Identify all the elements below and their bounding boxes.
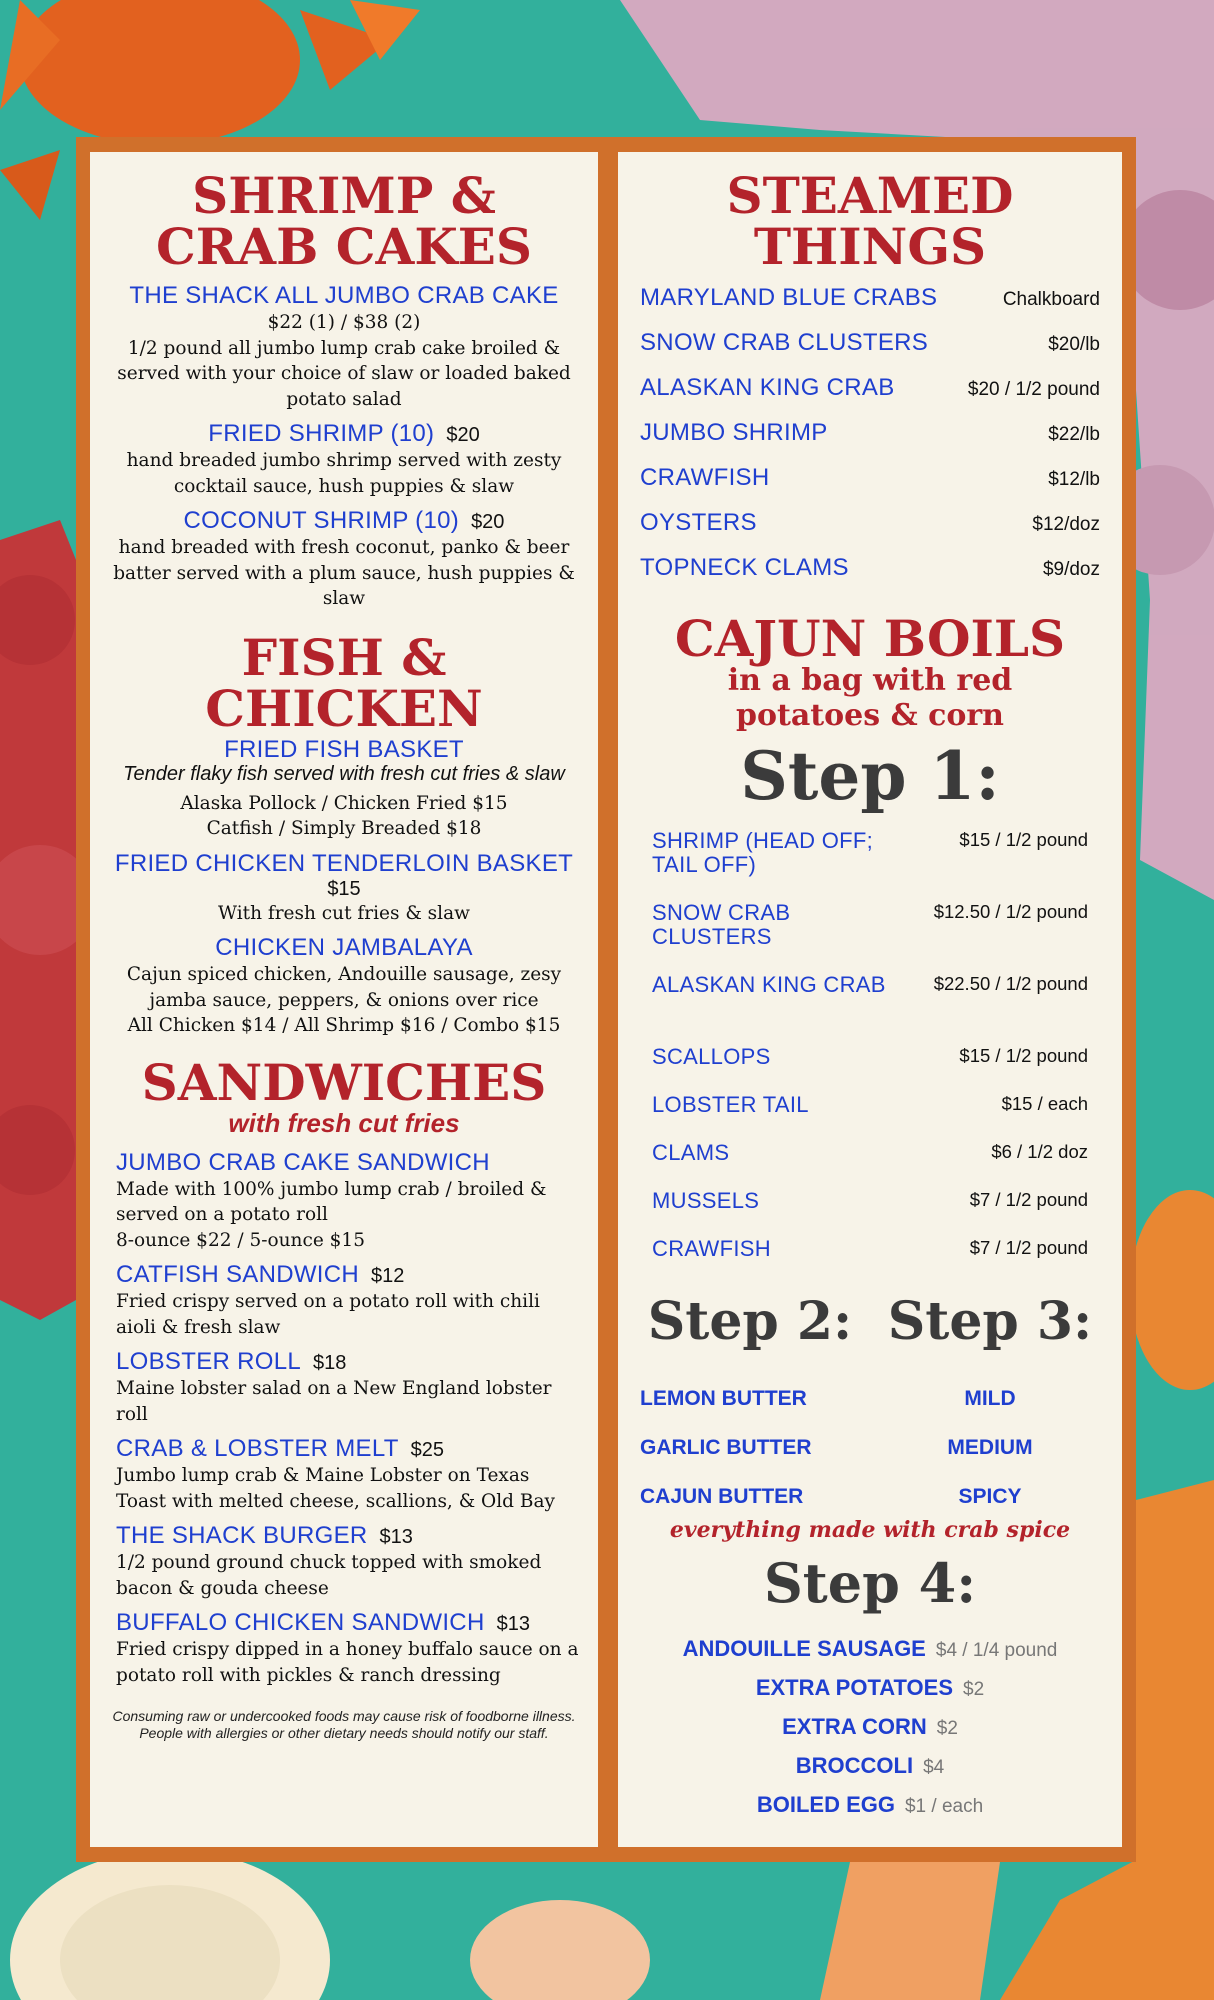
menu-item [104,850,584,927]
menu-frame [76,137,1136,1862]
item-price: $20 [471,511,505,534]
butter-option: CAJUN BUTTER [640,1485,804,1508]
item-name: BROCCOLI [795,1753,914,1778]
item-price: $7 / 1/2 pound [969,1237,1088,1258]
item-name: ALASKAN KING CRAB [652,972,886,997]
menu-item [104,1522,584,1601]
steps-2-3 [640,1291,1100,1521]
menu-item [104,1609,584,1688]
item-price: $1 / each [904,1796,984,1817]
heading-line: CRAB CAKES [155,217,533,276]
item-price: $6 / 1/2 doz [991,1141,1088,1162]
item-price: $15 [327,877,361,900]
cajun-boils-heading: CAJUN BOILS [674,609,1066,668]
item-name: ALASKAN KING CRAB [640,374,895,401]
item-name: LOBSTER TAIL [652,1092,809,1117]
steamed-item [640,284,1100,329]
heat-option: MEDIUM [947,1436,1033,1459]
steamed-list [640,284,1100,599]
item-name: MUSSELS [652,1188,760,1213]
item-description: Catfish / Simply Breaded $18 [206,818,482,840]
step-4-heading: Step 4: [763,1551,977,1615]
item-name: TOPNECK CLAMS [640,554,849,581]
menu-item [104,1348,584,1427]
cajun-boils-subheading [640,664,1100,733]
item-price: Chalkboard [1002,289,1100,310]
item-name: SHRIMP (HEAD OFF; TAIL OFF) [652,828,874,877]
item-price: $22.50 / 1/2 pound [933,973,1088,994]
steamed-item [640,554,1100,599]
boil-item [640,1141,1100,1189]
menu-item [104,420,584,499]
item-name: BUFFALO CHICKEN SANDWICH [116,1609,485,1637]
menu-item [104,736,584,842]
item-name: CRAB & LOBSTER MELT [116,1435,399,1463]
seashell-illustration [10,1850,650,2000]
steamed-things-heading [640,166,1100,276]
item-description: Maine lobster salad on a New England lobster roll [116,1378,552,1425]
boil-list [640,829,1100,1285]
item-name: SNOW CRAB CLUSTERS [652,900,791,949]
item-name: COCONUT SHRIMP (10) [183,507,460,535]
item-name: CLAMS [652,1140,730,1165]
fish-chicken-heading: FISH & CHICKEN [205,627,483,738]
boil-item [640,1045,1100,1093]
food-safety-disclaimer: Consuming raw or undercooked foods may cause risk of foodborne illness. People with allergies or other dietary needs should notify our staff. [112,1708,576,1741]
item-name: FRIED FISH BASKET [224,735,464,763]
item-name: JUMBO SHRIMP [640,419,828,446]
butter-list [640,1374,860,1521]
item-description: Made with 100% jumbo lump crab / broiled & served on a potato roll [116,1178,547,1226]
menu-item [104,1149,584,1254]
boil-item [640,1237,1100,1285]
boil-item [640,1093,1100,1141]
item-description: Jumbo lump crab & Maine Lobster on Texas Toast with melted cheese, scallions, & Old Bay [116,1465,555,1512]
item-description: All Chicken $14 / All Shrimp $16 / Combo $15 [127,1015,561,1037]
item-name: SNOW CRAB CLUSTERS [640,329,929,356]
heat-list [880,1374,1100,1521]
item-price: $20/lb [1048,334,1100,355]
item-name: CATFISH SANDWICH [116,1261,360,1289]
item-description: With fresh cut fries & slaw [218,902,470,924]
item-price: $9/doz [1042,559,1100,580]
item-price: $2 [963,1679,985,1700]
item-name: OYSTERS [640,509,757,536]
heading-line: THINGS [753,217,987,276]
item-price: $4 [923,1757,945,1778]
item-description: Cajun spiced chicken, Andouille sausage, zesy jamba sauce, peppers, & onions over rice [126,964,562,1011]
item-price: $12.50 / 1/2 pound [933,901,1088,922]
subheading-line: potatoes & corn [736,697,1004,733]
step-2-column [640,1291,860,1521]
item-name: JUMBO CRAB CAKE SANDWICH [116,1148,490,1176]
addon-item [640,1748,1100,1787]
item-price: $22 (1) / $38 (2) [267,312,421,333]
item-price: $4 / 1/4 pound [935,1640,1058,1661]
step-3-column [880,1291,1100,1521]
step-1-heading: Step 1: [740,737,1000,815]
item-name: SCALLOPS [652,1044,771,1069]
boil-item [640,829,1100,901]
steamed-item [640,509,1100,554]
butter-option: LEMON BUTTER [640,1387,807,1410]
heat-option: MILD [964,1387,1016,1410]
steamed-item [640,374,1100,419]
item-price: $13 [379,1526,413,1549]
item-name: FRIED SHRIMP (10) [208,420,435,448]
heading-line: STEAMED [726,166,1014,225]
item-name: FRIED CHICKEN TENDERLOIN BASKET [114,849,574,877]
menu-item [104,282,584,412]
addon-item [640,1787,1100,1826]
item-price: $7 / 1/2 pound [969,1189,1088,1210]
boil-item [640,973,1100,1045]
item-description: hand breaded with fresh coconut, panko & beer batter served with a plum sauce, hush puppies & slaw [113,537,575,610]
sandwiches-heading: SANDWICHES [141,1052,547,1112]
item-name: LOBSTER ROLL [116,1348,301,1376]
item-price: $13 [496,1613,530,1636]
right-menu-column [618,152,1122,1847]
step-2-heading: Step 2: [647,1291,853,1352]
menu-item [104,934,584,1039]
boil-item [640,1189,1100,1237]
item-tagline: Tender flaky fish served with fresh cut fries & slaw [123,762,565,785]
steamed-item [640,419,1100,464]
item-name: ANDOUILLE SAUSAGE [682,1636,926,1661]
addon-list [640,1631,1100,1826]
item-price: $12/lb [1048,469,1100,490]
shrimp-crab-cakes-heading [104,166,584,276]
crab-spice-note: everything made with crab spice [669,1517,1071,1543]
item-name: CHICKEN JAMBALAYA [215,934,473,962]
item-name: CRAWFISH [652,1236,771,1261]
item-price: $12 [371,1265,405,1288]
addon-item [640,1670,1100,1709]
item-name: THE SHACK BURGER [116,1522,368,1550]
item-description: 1/2 pound ground chuck topped with smoked bacon & gouda cheese [116,1552,542,1599]
item-price: $25 [410,1439,445,1462]
item-description: Fried crispy served on a potato roll with chili aioli & fresh slaw [116,1291,540,1338]
item-price: $20 / 1/2 pound [967,379,1100,400]
butter-option: GARLIC BUTTER [640,1436,812,1459]
addon-item [640,1631,1100,1670]
item-price: $22/lb [1048,424,1100,445]
item-description: hand breaded jumbo shrimp served with zesty cocktail sauce, hush puppies & slaw [126,450,562,497]
boil-item [640,901,1100,973]
item-price: $18 [313,1352,347,1375]
item-name: EXTRA POTATOES [755,1675,954,1700]
item-price: $15 / 1/2 pound [959,1045,1088,1066]
item-name: MARYLAND BLUE CRABS [640,284,938,311]
item-name: CRAWFISH [640,464,770,491]
item-price: $12/doz [1032,514,1100,535]
item-price: $15 / 1/2 pound [959,829,1088,850]
item-price: $2 [936,1718,958,1739]
item-description: Fried crispy dipped in a honey buffalo sauce on a potato roll with pickles & ranch dressing [116,1639,579,1686]
steamed-item [640,329,1100,374]
item-description: 1/2 pound all jumbo lump crab cake broiled & served with your choice of slaw or loaded baked potato salad [117,337,571,410]
menu-item [104,1261,584,1340]
addon-item [640,1709,1100,1748]
item-name: BOILED EGG [756,1792,895,1817]
item-description: Alaska Pollock / Chicken Fried $15 [180,792,508,814]
item-name: THE SHACK ALL JUMBO CRAB CAKE [129,282,559,309]
left-menu-column [90,152,598,1847]
item-price: $20 [446,424,480,447]
menu-item [104,507,584,612]
subheading-line: in a bag with red [727,663,1013,698]
steamed-item [640,464,1100,509]
step-3-heading: Step 3: [887,1291,1093,1352]
heading-line: SHRIMP & [192,166,496,225]
item-price: $15 / each [1001,1093,1088,1114]
item-name: EXTRA CORN [782,1714,927,1739]
item-description: 8-ounce $22 / 5-ounce $15 [116,1229,365,1251]
menu-item [104,1435,584,1514]
heat-option: SPICY [958,1485,1022,1508]
sandwiches-subheading: with fresh cut fries [228,1107,460,1138]
